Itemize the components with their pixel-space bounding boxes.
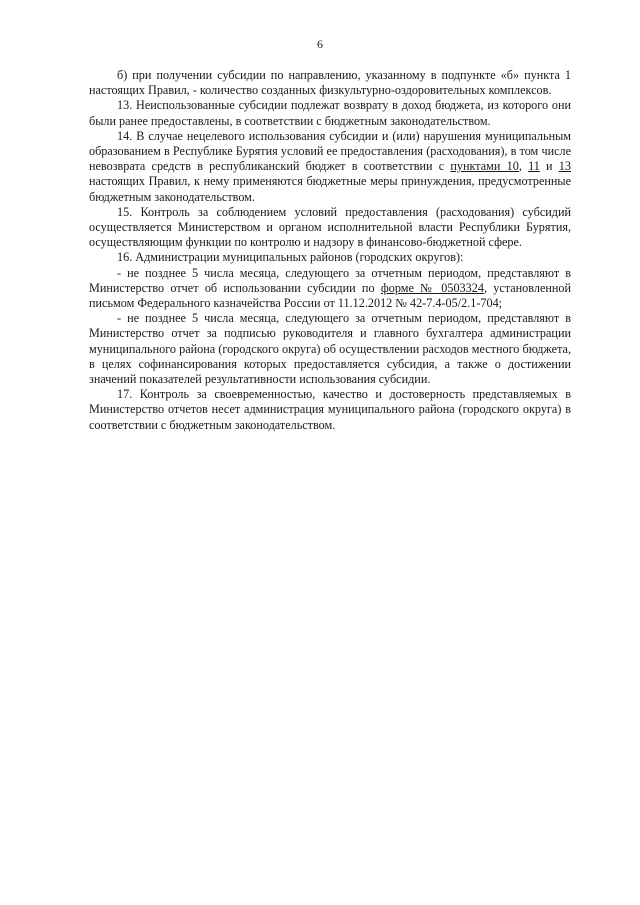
document-body: [89, 68, 571, 433]
paragraph-16-expense-report: - не позднее 5 числа месяца, следующего за отчетным периодом, представляют в Министерство отчет за подписью руководителя и главного бухгалтера администрации муниципального района (городского округа) об осуществлении расходов местного бюджета, в целях софинансирования которых предоставляется субсидия, а также о достижении значений показателей результативности использования субсидии.: [89, 311, 571, 387]
paragraph-14-separator-1: ,: [518, 159, 529, 174]
paragraph-13-unused-subsidies: 13. Неиспользованные субсидии подлежат возврату в доход бюджета, из которого они были ранее предоставлены, в соответствии с бюджетным законодательством.: [89, 98, 571, 128]
paragraph-16-report-form: [89, 266, 571, 312]
points-10-link[interactable]: пунктами 10: [450, 159, 519, 174]
paragraph-17-responsibility: 17. Контроль за своевременностью, качество и достоверность представляемых в Министерство отчетов несет администрация муниципального района (городского округа) в соответствии с бюджетным законодательством.: [89, 387, 571, 432]
paragraph-b-sports-complexes: б) при получении субсидии по направлению, указанному в подпункте «б» пункта 1 настоящих Правил, - количество созданных физкультурно-оздоровительных комплексов.: [89, 68, 571, 98]
point-11-link[interactable]: 11: [528, 159, 540, 174]
form-0503324-link[interactable]: форме № 0503324: [380, 280, 484, 295]
paragraph-14-text-start: 14. В случае нецелевого использования субсидии и (или) нарушения муниципальным образованием в Республике Бурятия условий ее предоставления (расходования), в том числе невозврата средств в республиканский бюджет в соответствии с: [89, 128, 571, 174]
page-number: 6: [317, 37, 323, 51]
paragraph-14-text-end: настоящих Правил, к нему применяются бюджетные меры принуждения, предусмотренные бюджетным законодательством.: [89, 174, 571, 204]
report-form-text-start: - не позднее 5 числа месяца, следующего за отчетным периодом, представляют в Министерство отчет об использовании субсидии по: [89, 265, 571, 295]
paragraph-14-separator-2: и: [539, 159, 559, 174]
report-form-text-end: , установленной письмом Федерального казначейства России от 11.12.2012 № 42-7.4-05/2.1-704;: [89, 280, 572, 311]
paragraph-15-control: 15. Контроль за соблюдением условий предоставления (расходования) субсидий осуществляется Министерством и органом исполнительной власти Республики Бурятия, осуществляющим функции по контролю и надзору в финансово-бюджетной сфере.: [89, 204, 571, 250]
paragraph-16-administrations: 16. Администрации муниципальных районов (городских округов):: [117, 250, 464, 265]
point-13-link[interactable]: 13: [558, 159, 571, 174]
paragraph-14-misuse: [89, 129, 571, 205]
